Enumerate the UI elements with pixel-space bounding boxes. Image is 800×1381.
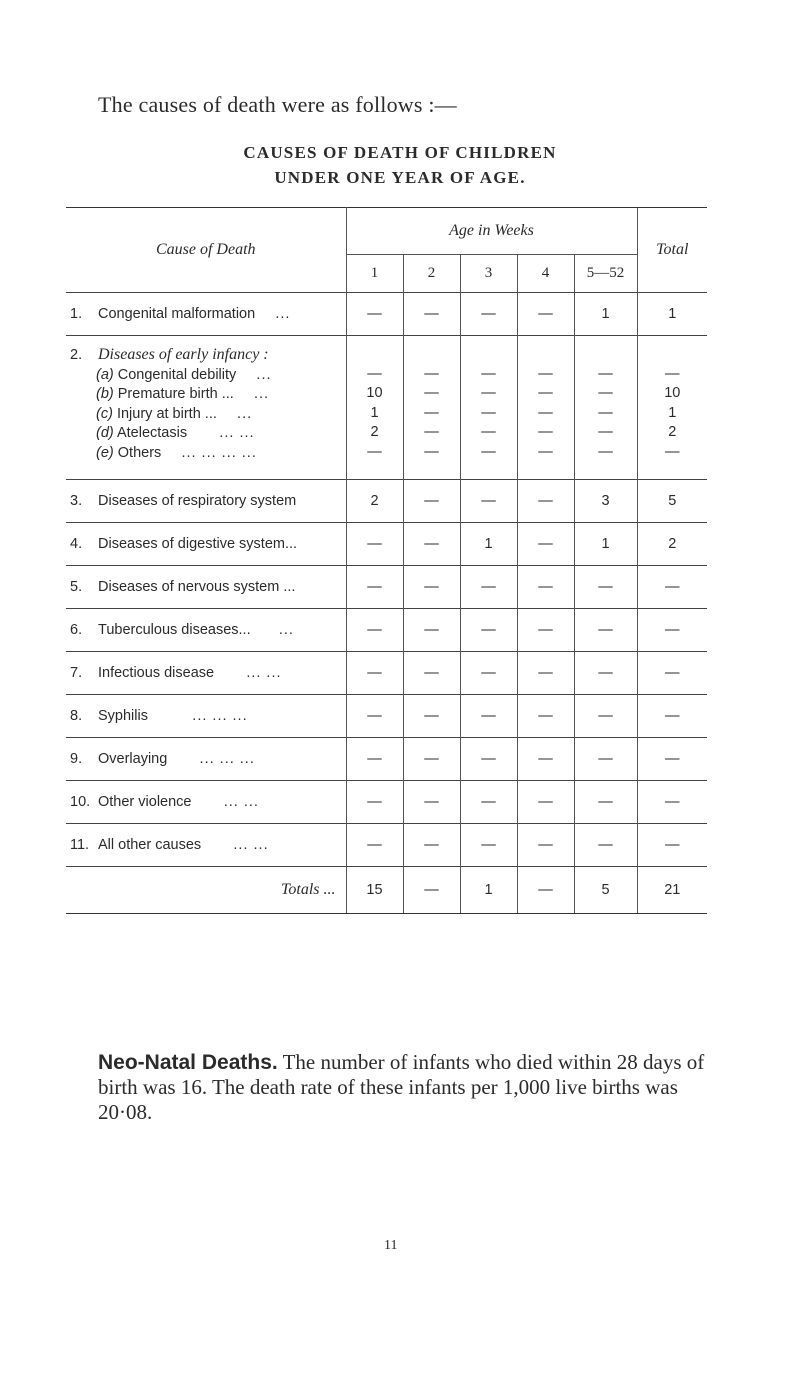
value: 2 (668, 424, 677, 440)
value-cell: — (574, 566, 637, 609)
header-week: 4 (517, 255, 574, 293)
leader-dots: ... ... ... (192, 708, 248, 724)
value-cell: — (517, 566, 574, 609)
value: — (424, 443, 439, 460)
table-row-group (66, 336, 707, 480)
leader-dots: ... (278, 622, 294, 638)
value: — (424, 404, 439, 421)
total-value-cell: 5 (574, 867, 637, 914)
value: — (538, 424, 553, 440)
value-cell: — (403, 566, 460, 609)
value-cell: — (460, 609, 517, 652)
total-value-cell: — (517, 867, 574, 914)
value: 2 (370, 424, 379, 440)
total-cell (637, 336, 707, 480)
cause-cell (66, 523, 346, 566)
value: 10 (366, 385, 383, 401)
group-title: Diseases of early infancy : (98, 346, 269, 363)
value-cell: 3 (574, 480, 637, 523)
cause-cell (66, 566, 346, 609)
cause-label: Other violence (98, 794, 192, 810)
total-cell: 5 (637, 480, 707, 523)
value: — (665, 365, 680, 382)
total-cell: — (637, 695, 707, 738)
table-row (66, 480, 707, 523)
total-cell: — (637, 781, 707, 824)
value-cell: — (346, 523, 403, 566)
value: — (481, 365, 496, 382)
value-cell: — (517, 652, 574, 695)
value: 1 (668, 404, 677, 421)
paragraph-heading: Neo-Natal Deaths. (98, 1051, 278, 1074)
value-cell: — (517, 738, 574, 781)
leader-dots: ... ... (223, 794, 259, 810)
row-number: 1. (70, 306, 83, 322)
cause-cell (66, 652, 346, 695)
cause-label: All other causes (98, 837, 202, 853)
value-cell: — (460, 566, 517, 609)
sub-label: Others (117, 444, 162, 461)
leader-dots: ... ... (246, 665, 282, 681)
value-cell: — (403, 523, 460, 566)
value-cell: — (574, 781, 637, 824)
value: — (481, 385, 496, 401)
total-cell: — (637, 824, 707, 867)
cause-cell (66, 824, 346, 867)
leader-dots: ... (256, 366, 272, 383)
value-cell: — (460, 781, 517, 824)
value-cell: 1 (460, 523, 517, 566)
row-number: 8. (70, 708, 83, 724)
total-cell: — (637, 566, 707, 609)
value: — (538, 365, 553, 382)
table-row (66, 824, 707, 867)
row-number: 4. (70, 536, 83, 552)
sub-label: Congenital debility (117, 366, 237, 383)
cause-label: Overlaying (98, 751, 168, 767)
leader-dots: ... ... ... (199, 751, 255, 767)
value-cell: — (517, 695, 574, 738)
value: 10 (664, 385, 681, 401)
value-cell: — (403, 480, 460, 523)
causes-of-death-table (66, 207, 707, 914)
total-cell: 2 (637, 523, 707, 566)
leader-dots: ... ... ... ... (181, 444, 257, 461)
total-value-cell: — (403, 867, 460, 914)
value-cell: — (517, 293, 574, 336)
sub-item (70, 405, 346, 425)
row-number: 2. (70, 347, 83, 363)
neo-natal-paragraph (98, 1050, 714, 1125)
value-cell (574, 336, 637, 480)
value-cell: — (460, 695, 517, 738)
total-cell: 1 (637, 293, 707, 336)
value-cell: — (346, 293, 403, 336)
leader-dots: ... (253, 386, 270, 402)
value-cell: — (403, 652, 460, 695)
table-row (66, 738, 707, 781)
value: — (538, 385, 553, 401)
cause-label: Congenital malformation (98, 306, 256, 322)
table-row (66, 523, 707, 566)
intro-text: The causes of death were as follows :— (98, 92, 457, 117)
value-cell (403, 336, 460, 480)
sub-letter: (d) (96, 425, 114, 441)
table-heading-line1: CAUSES OF DEATH OF CHILDREN (243, 143, 557, 162)
header-week: 1 (346, 255, 403, 293)
sub-item (70, 444, 346, 464)
sub-item (70, 385, 346, 405)
table-row (66, 781, 707, 824)
cause-cell (66, 781, 346, 824)
value-cell: — (346, 695, 403, 738)
sub-letter: (c) (96, 405, 113, 422)
cause-cell (66, 293, 346, 336)
value-cell: — (574, 738, 637, 781)
total-cell: — (637, 609, 707, 652)
header-cause: Cause of Death (66, 208, 346, 293)
value: — (598, 443, 613, 460)
header-week: 2 (403, 255, 460, 293)
header-age-in-weeks: Age in Weeks (346, 208, 637, 255)
table-row (66, 609, 707, 652)
header-week: 3 (460, 255, 517, 293)
value: — (538, 443, 553, 460)
value-cell: — (403, 824, 460, 867)
value-cell: — (346, 781, 403, 824)
value-cell: — (574, 609, 637, 652)
value: — (481, 443, 496, 460)
cause-cell (66, 738, 346, 781)
value: — (367, 365, 382, 382)
cause-label: Diseases of digestive system... (98, 536, 298, 552)
sub-item (70, 366, 346, 386)
table-row (66, 566, 707, 609)
cause-cell (66, 695, 346, 738)
table-row (66, 652, 707, 695)
value-cell (460, 336, 517, 480)
value: — (367, 443, 382, 460)
value-cell: — (403, 609, 460, 652)
table-row (66, 293, 707, 336)
value-cell: — (460, 480, 517, 523)
value: — (598, 385, 613, 401)
value-cell: — (346, 824, 403, 867)
total-cell: — (637, 738, 707, 781)
value: — (598, 404, 613, 421)
sub-letter: (b) (96, 386, 114, 402)
value: — (598, 424, 613, 440)
value-cell: — (574, 824, 637, 867)
row-number: 6. (70, 622, 83, 638)
value-cell: — (517, 824, 574, 867)
table-row (66, 695, 707, 738)
value-cell (346, 336, 403, 480)
value: — (424, 365, 439, 382)
value: — (481, 404, 496, 421)
row-number: 11. (70, 837, 90, 853)
value-cell: — (403, 695, 460, 738)
row-number: 3. (70, 493, 83, 509)
value-cell: — (460, 738, 517, 781)
value-cell: — (574, 695, 637, 738)
cause-cell (66, 336, 346, 480)
value-cell: — (403, 781, 460, 824)
cause-label: Syphilis (98, 708, 148, 724)
value-cell: 2 (346, 480, 403, 523)
total-value-cell: 1 (460, 867, 517, 914)
value: — (598, 365, 613, 382)
cause-label: Infectious disease (98, 665, 215, 681)
cause-label: Diseases of nervous system ... (98, 579, 296, 595)
total-cell: — (637, 652, 707, 695)
value-cell: — (460, 652, 517, 695)
value: — (665, 443, 680, 460)
value-cell: — (517, 480, 574, 523)
sub-letter: (a) (96, 366, 114, 383)
page-number: 11 (384, 1238, 398, 1253)
value-cell: — (403, 293, 460, 336)
value-cell: — (346, 652, 403, 695)
value: — (538, 404, 553, 421)
value-cell: 1 (574, 293, 637, 336)
value-cell: — (574, 652, 637, 695)
cause-cell (66, 480, 346, 523)
cause-label: Diseases of respiratory system (98, 493, 297, 509)
cause-cell (66, 609, 346, 652)
value: — (424, 385, 439, 401)
value: 1 (370, 404, 379, 421)
sub-label: Premature birth ... (117, 386, 234, 402)
leader-dots: ... (275, 306, 291, 322)
value-cell: — (517, 781, 574, 824)
sub-item (70, 424, 346, 444)
value-cell: — (517, 609, 574, 652)
value-cell: — (517, 523, 574, 566)
row-number: 7. (70, 665, 83, 681)
value-cell: — (460, 293, 517, 336)
value-cell (517, 336, 574, 480)
totals-label: Totals ... (66, 867, 346, 914)
value: — (481, 424, 496, 440)
paragraph-text: The number of infants who died within 28 days of birth was 16. The death rate of these infants per 1,000 live births was 20·08. (98, 1050, 705, 1124)
value-cell: — (346, 566, 403, 609)
grand-total-cell: 21 (637, 867, 707, 914)
header-total: Total (637, 208, 707, 293)
value-cell: — (403, 738, 460, 781)
sub-label: Atelectasis (116, 425, 188, 441)
row-number: 10. (70, 794, 91, 810)
value-cell: 1 (574, 523, 637, 566)
leader-dots: ... ... (233, 837, 269, 853)
value-cell: — (460, 824, 517, 867)
header-week: 5—52 (574, 255, 637, 293)
row-number: 9. (70, 751, 83, 767)
cause-label: Tuberculous diseases... (98, 622, 251, 638)
leader-dots: ... ... (219, 425, 255, 441)
row-number: 5. (70, 579, 83, 595)
sub-label: Injury at birth ... (116, 405, 217, 422)
value-cell: — (346, 738, 403, 781)
value: — (424, 424, 439, 440)
totals-row (66, 867, 707, 914)
total-value-cell: 15 (346, 867, 403, 914)
sub-letter: (e) (96, 444, 114, 461)
value-cell: — (346, 609, 403, 652)
table-heading-line2: UNDER ONE YEAR OF AGE. (274, 168, 526, 187)
leader-dots: ... (237, 405, 253, 422)
